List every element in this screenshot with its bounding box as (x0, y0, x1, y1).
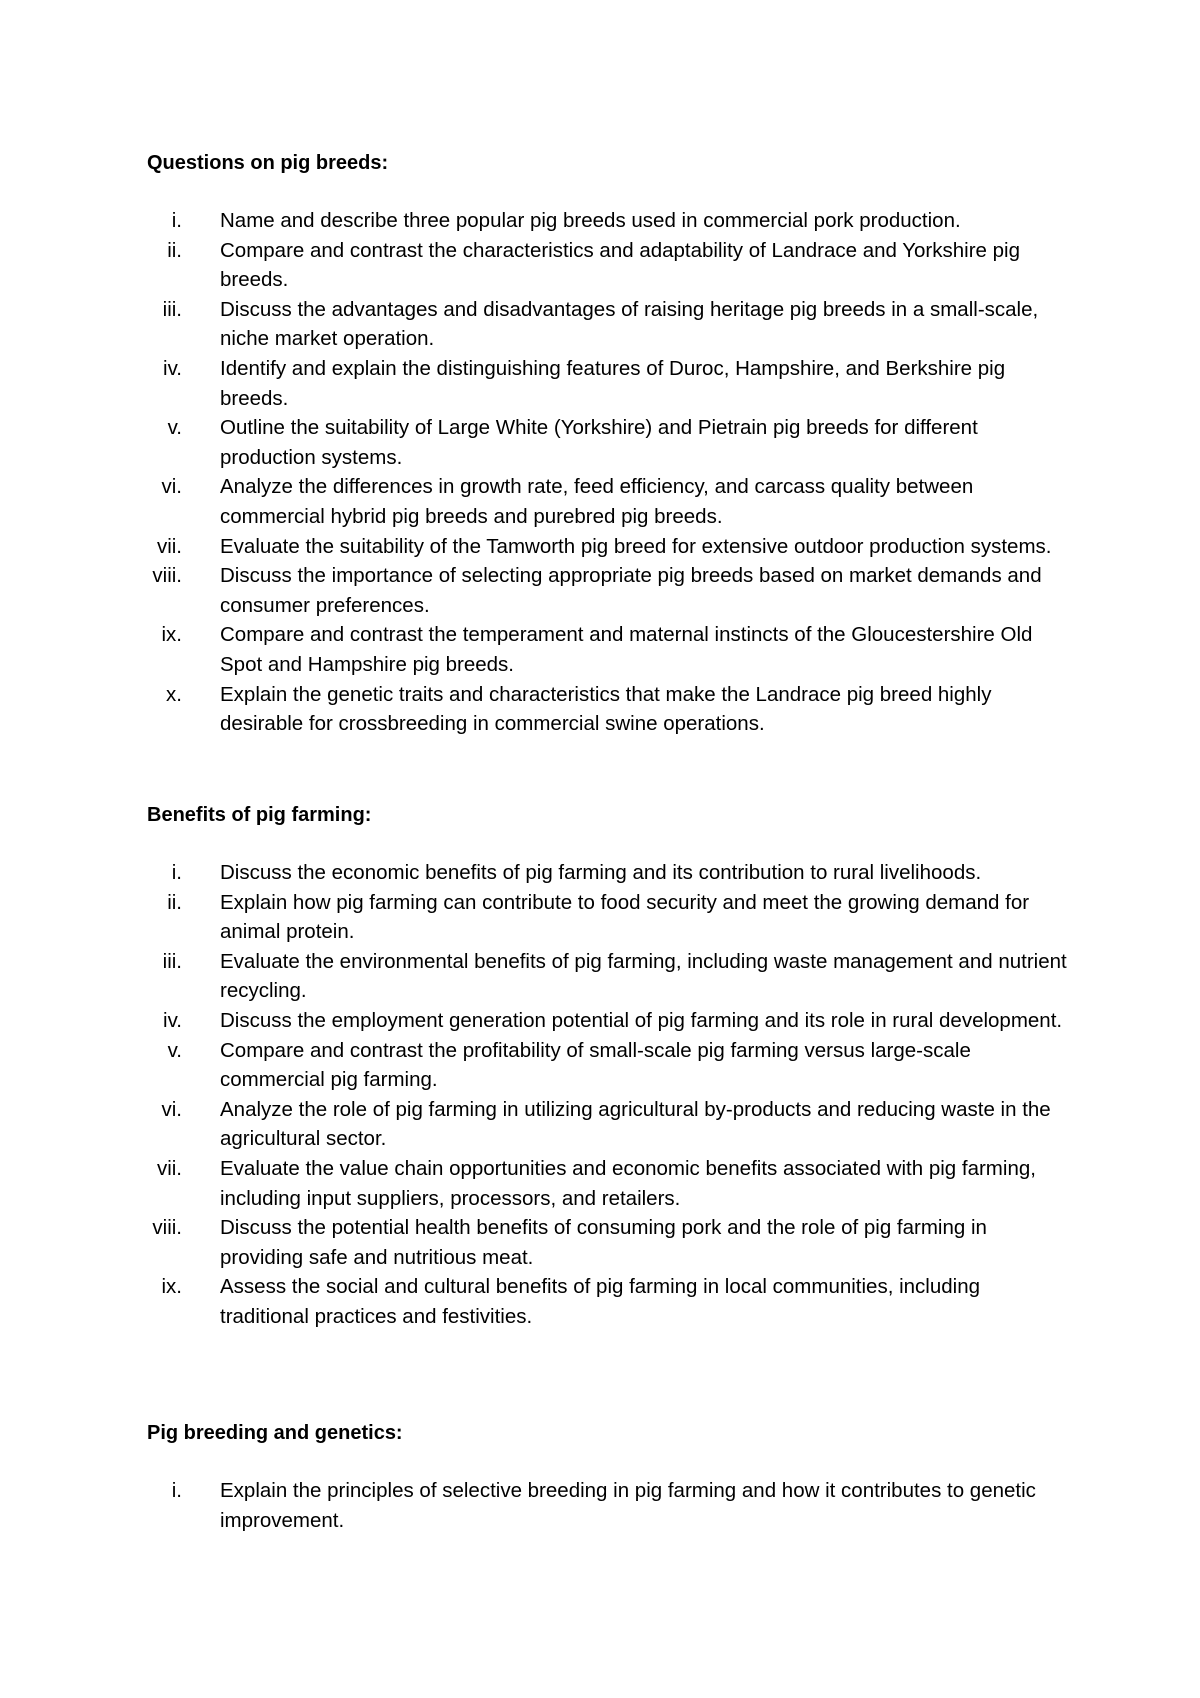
list-item (147, 206, 1087, 236)
item-text: Analyze the role of pig farming in utilizing agricultural by-products and reducing waste in the agricultural sector. (220, 1097, 1051, 1151)
list-item (147, 1095, 1087, 1154)
list-item (147, 354, 1087, 413)
list-item (147, 1006, 1087, 1036)
list-item (147, 1213, 1087, 1272)
item-text: Compare and contrast the profitability of small-scale pig farming versus large-scale commercial pig farming. (220, 1038, 971, 1092)
question-list (147, 206, 1087, 739)
section-heading: Benefits of pig farming: (147, 804, 372, 826)
item-text: Identify and explain the distinguishing features of Duroc, Hampshire, and Berkshire pig breeds. (220, 356, 1006, 410)
list-item (147, 680, 1087, 739)
item-text: Discuss the employment generation potential of pig farming and its role in rural development. (220, 1008, 1063, 1032)
item-number: x. (166, 682, 182, 706)
item-number: vii. (156, 1156, 182, 1180)
item-number: i. (171, 209, 182, 232)
item-number: iv. (163, 356, 182, 380)
list-item (147, 236, 1087, 295)
item-number: v. (167, 1038, 182, 1062)
question-list (147, 858, 1087, 1332)
item-number: viii. (152, 564, 182, 588)
list-item (147, 532, 1087, 562)
section-heading: Pig breeding and genetics: (147, 1422, 403, 1444)
section-heading: Questions on pig breeds: (147, 152, 389, 174)
list-item (147, 561, 1087, 620)
item-text: Discuss the economic benefits of pig farming and its contribution to rural livelihoods. (220, 861, 982, 884)
item-number: ix. (161, 1275, 182, 1299)
item-text: Compare and contrast the temperament and maternal instincts of the Gloucestershire Old Spot and Hampshire pig breeds. (220, 623, 1033, 676)
item-number: i. (171, 1479, 182, 1502)
item-text: Name and describe three popular pig breeds used in commercial pork production. (220, 209, 961, 232)
item-number: viii. (152, 1216, 182, 1240)
list-item (147, 1036, 1087, 1095)
item-text: Evaluate the suitability of the Tamworth pig breed for extensive outdoor production systems. (220, 534, 1052, 558)
item-text: Discuss the potential health benefits of consuming pork and the role of pig farming in providing safe and nutritious meat. (220, 1216, 987, 1269)
item-text: Compare and contrast the characteristics and adaptability of Landrace and Yorkshire pig breeds. (220, 238, 1020, 292)
section-benefits (147, 800, 1087, 1332)
item-text: Discuss the importance of selecting appropriate pig breeds based on market demands and consumer preferences. (220, 564, 1042, 617)
list-item (147, 413, 1087, 472)
list-item (147, 1154, 1087, 1213)
item-number: ii. (167, 238, 182, 262)
item-text: Evaluate the environmental benefits of pig farming, including waste management and nutrient recycling. (220, 949, 1067, 1003)
item-number: i. (171, 861, 182, 884)
item-text: Explain how pig farming can contribute to food security and meet the growing demand for animal protein. (220, 890, 1030, 944)
item-text: Explain the principles of selective breeding in pig farming and how it contributes to genetic improvement. (220, 1479, 1036, 1532)
item-text: Evaluate the value chain opportunities and economic benefits associated with pig farming, including input suppliers, processors, and retailers. (220, 1156, 1036, 1210)
list-item (147, 858, 1087, 888)
item-number: v. (167, 416, 182, 440)
item-number: iii. (162, 297, 182, 321)
item-number: ii. (167, 890, 182, 914)
list-item (147, 472, 1087, 531)
item-number: iii. (162, 949, 182, 973)
section-pig-breeds (147, 148, 1087, 739)
item-number: vii. (156, 534, 182, 558)
list-item (147, 1476, 1087, 1535)
item-number: vi. (161, 475, 182, 499)
section-breeding-genetics (147, 1418, 1087, 1535)
question-list (147, 1476, 1087, 1535)
item-text: Explain the genetic traits and characteristics that make the Landrace pig breed highly desirable for crossbreeding in commercial swine operations. (220, 682, 992, 736)
item-text: Discuss the advantages and disadvantages of raising heritage pig breeds in a small-scale, niche market operation. (220, 297, 1039, 351)
item-text: Assess the social and cultural benefits of pig farming in local communities, including traditional practices and festivities. (220, 1275, 981, 1328)
item-text: Analyze the differences in growth rate, feed efficiency, and carcass quality between commercial hybrid pig breeds and purebred pig breeds. (220, 475, 974, 528)
item-number: vi. (161, 1097, 182, 1121)
item-text: Outline the suitability of Large White (Yorkshire) and Pietrain pig breeds for different production systems. (220, 416, 978, 469)
list-item (147, 620, 1087, 679)
item-number: ix. (161, 623, 182, 647)
list-item (147, 1272, 1087, 1331)
list-item (147, 295, 1087, 354)
item-number: iv. (163, 1008, 182, 1032)
list-item (147, 888, 1087, 947)
list-item (147, 947, 1087, 1006)
